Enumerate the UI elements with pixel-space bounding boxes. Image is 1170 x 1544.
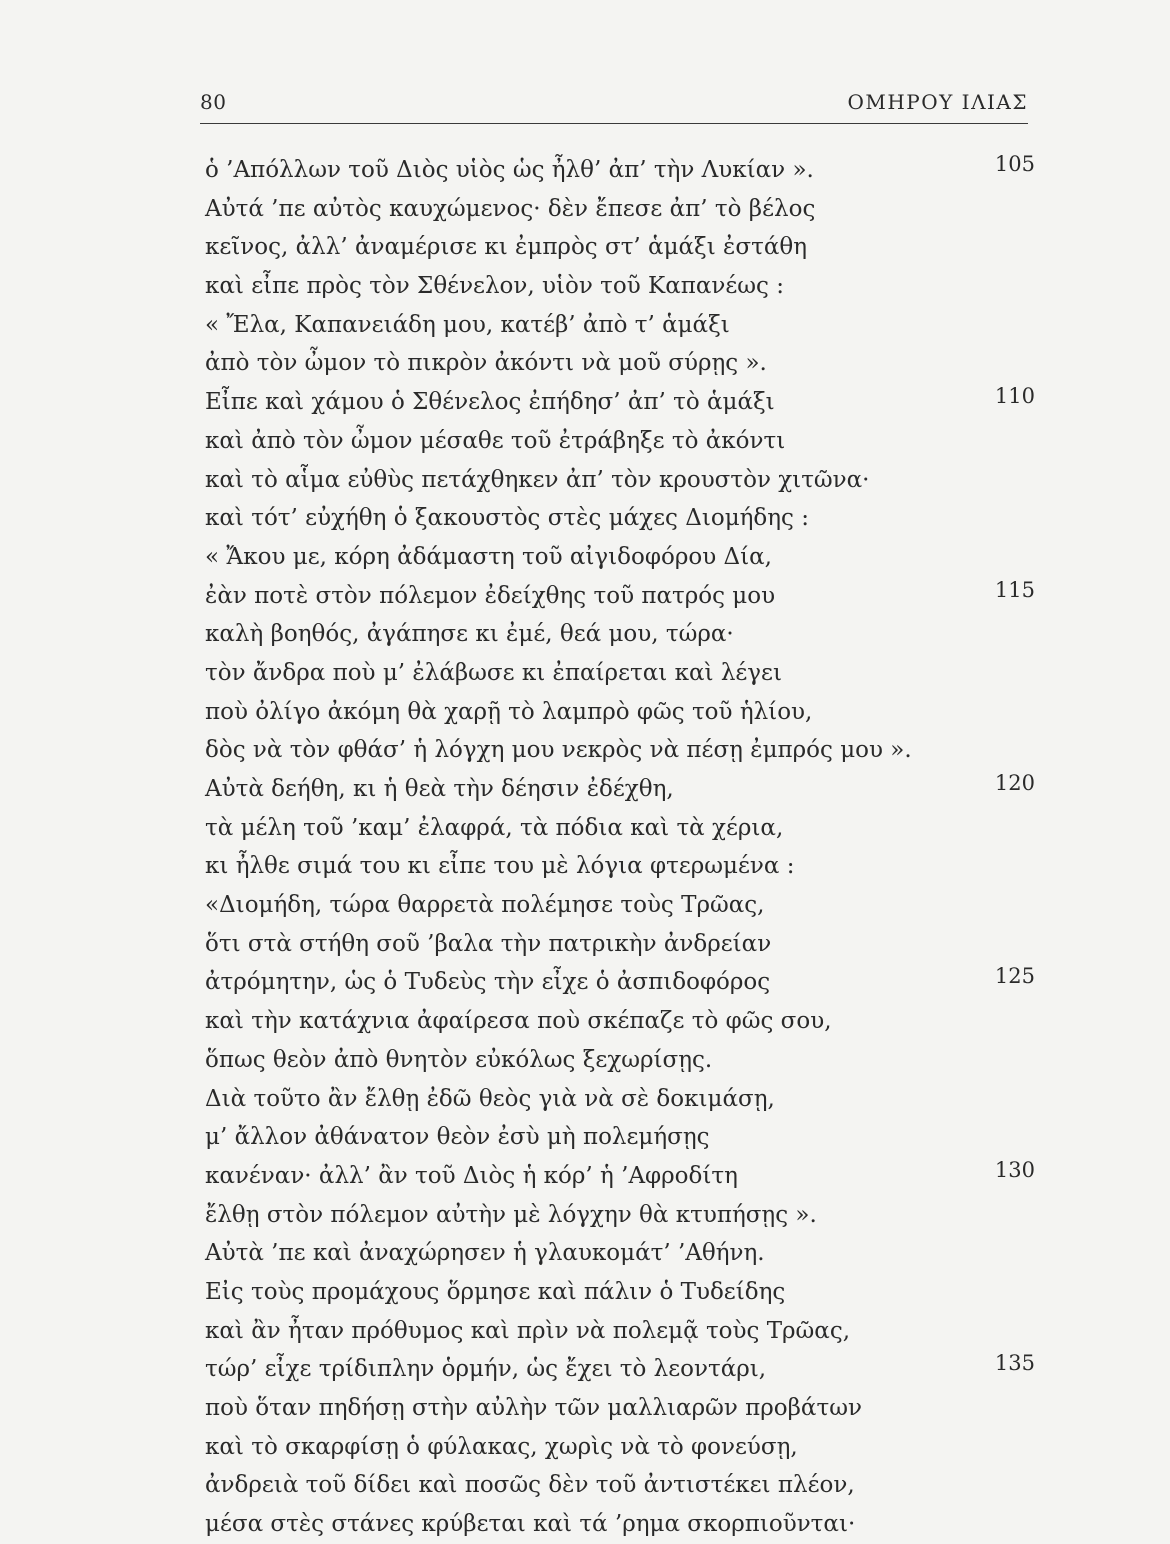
verse-line bbox=[205, 925, 1035, 964]
verse-line bbox=[205, 693, 1035, 732]
verse-text: δὸς νὰ τὸν φθάσ’ ἡ λόγχη μου νεκρὸς νὰ πέσῃ ἐμπρός μου ». bbox=[205, 737, 912, 764]
verse-text: ἀπὸ τὸν ὦμον τὸ πικρὸν ἀκόντι νὰ μοῦ σύρῃς ». bbox=[205, 350, 767, 377]
verse-line bbox=[205, 809, 1035, 848]
verse-text: τώρ’ εἶχε τρίδιπλην ὁρμήν, ὡς ἔχει τὸ λεοντάρι, bbox=[205, 1356, 767, 1383]
verse-text: Διὰ τοῦτο ἂν ἔλθῃ ἐδῶ θεὸς γιὰ νὰ σὲ δοκιμάσῃ, bbox=[205, 1085, 775, 1112]
verse-line bbox=[205, 422, 1035, 461]
verse-text: καὶ τὸ αἷμα εὐθὺς πετάχθηκεν ἀπ’ τὸν κρουστὸν χιτῶνα· bbox=[205, 466, 870, 493]
verse-text: ἐὰν ποτὲ στὸν πόλεμον ἐδείχθης τοῦ πατρός μου bbox=[205, 582, 776, 609]
verse-line bbox=[205, 1466, 1035, 1505]
verse-text: κι ἦλθε σιμά του κι εἶπε του μὲ λόγια φτερωμένα : bbox=[205, 853, 795, 880]
verse-text: Εἰς τοὺς προμάχους ὅρμησε καὶ πάλιν ὁ Τυδείδης bbox=[205, 1278, 786, 1305]
verse-line bbox=[205, 190, 1035, 229]
verse-line bbox=[205, 499, 1035, 538]
verse-line bbox=[205, 306, 1035, 345]
verse-text: κανέναν· ἀλλ’ ἂν τοῦ Διὸς ἡ κόρ’ ἡ ’Αφροδίτη bbox=[205, 1162, 738, 1189]
verse-line bbox=[205, 963, 1035, 1002]
verse-line bbox=[205, 1041, 1035, 1080]
verse-line bbox=[205, 577, 1035, 616]
verse-line bbox=[205, 461, 1035, 500]
verse-text: καλὴ βοηθός, ἀγάπησε κι ἐμέ, θεά μου, τώρα· bbox=[205, 621, 734, 648]
verse-text: ἀτρόμητην, ὡς ὁ Τυδεὺς τὴν εἶχε ὁ ἀσπιδοφόρος bbox=[205, 969, 771, 996]
verse-line bbox=[205, 1312, 1035, 1351]
verse-line bbox=[205, 1505, 1035, 1544]
verse-text: «Διομήδη, τώρα θαρρετὰ πολέμησε τοὺς Τρῶας, bbox=[205, 892, 765, 919]
header-rule bbox=[200, 123, 1028, 124]
verse-text: Εἶπε καὶ χάμου ὁ Σθένελος ἐπήδησ’ ἀπ’ τὸ ἁμάξι bbox=[205, 389, 775, 416]
verse-block bbox=[205, 151, 1035, 1544]
verse-text: Αὐτὰ δεήθη, κι ἡ θεὰ τὴν δέησιν ἐδέχθη, bbox=[205, 776, 674, 802]
verse-text: καὶ τὴν κατάχνια ἀφαίρεσα ποὺ σκέπαζε τὸ φῶς σου, bbox=[205, 1008, 832, 1035]
verse-text: Αὐτά ’πε αὐτὸς καυχώμενος· δὲν ἔπεσε ἀπ’ τὸ βέλος bbox=[205, 195, 816, 222]
line-number: 110 bbox=[994, 384, 1035, 409]
line-number: 130 bbox=[994, 1157, 1035, 1182]
verse-line bbox=[205, 1428, 1035, 1467]
verse-line bbox=[205, 1157, 1035, 1196]
line-number: 105 bbox=[994, 152, 1035, 176]
verse-line bbox=[205, 1118, 1035, 1157]
verse-line bbox=[205, 1234, 1035, 1273]
verse-text: καὶ ἂν ἦταν πρόθυμος καὶ πρὶν νὰ πολεμᾷ τοὺς Τρῶας, bbox=[205, 1317, 851, 1344]
running-title: ΟΜΗΡΟΥ ΙΛΙΑΣ bbox=[847, 90, 1028, 114]
line-number: 120 bbox=[994, 771, 1035, 795]
line-number: 115 bbox=[994, 577, 1035, 602]
verse-line bbox=[205, 1080, 1035, 1119]
verse-line bbox=[205, 228, 1035, 267]
verse-line bbox=[205, 344, 1035, 383]
verse-text: καὶ ἀπὸ τὸν ὦμον μέσαθε τοῦ ἐτράβηξε τὸ ἀκόντι bbox=[205, 427, 786, 454]
verse-text: τὰ μέλη τοῦ ’καμ’ ἐλαφρά, τὰ πόδια καὶ τὰ χέρια, bbox=[205, 814, 784, 841]
verse-line bbox=[205, 886, 1035, 925]
line-number: 135 bbox=[994, 1351, 1035, 1376]
verse-line bbox=[205, 267, 1035, 306]
verse-line bbox=[205, 1273, 1035, 1312]
verse-line bbox=[205, 615, 1035, 654]
verse-line bbox=[205, 1350, 1035, 1389]
verse-text: « Ἔλα, Καπανειάδη μου, κατέβ’ ἀπὸ τ’ ἁμάξι bbox=[205, 311, 730, 338]
verse-line bbox=[205, 538, 1035, 577]
verse-text: ὅπως θεὸν ἀπὸ θνητὸν εὐκόλως ξεχωρίσῃς. bbox=[205, 1046, 713, 1073]
verse-text: Αὐτὰ ’πε καὶ ἀναχώρησεν ἡ γλαυκομάτ’ ’Αθήνη. bbox=[205, 1240, 765, 1267]
line-number: 125 bbox=[994, 964, 1035, 989]
page-number: 80 bbox=[200, 90, 227, 114]
verse-text: ὅτι στὰ στήθη σοῦ ’βαλα τὴν πατρικὴν ἀνδρείαν bbox=[205, 930, 772, 957]
verse-text: καὶ τότ’ εὐχήθη ὁ ξακουστὸς στὲς μάχες Διομήδης : bbox=[205, 505, 809, 532]
verse-line bbox=[205, 1389, 1035, 1428]
verse-text: καὶ εἶπε πρὸς τὸν Σθένελον, υἱὸν τοῦ Καπανέως : bbox=[205, 273, 784, 300]
verse-text: ἔλθῃ στὸν πόλεμον αὐτὴν μὲ λόγχην θὰ κτυπήσῃς ». bbox=[205, 1201, 817, 1228]
page-header bbox=[200, 86, 1028, 122]
verse-line bbox=[205, 731, 1035, 770]
verse-text: « Ἄκου με, κόρη ἀδάμαστη τοῦ αἰγιδοφόρου Δία, bbox=[205, 543, 772, 570]
verse-text: τὸν ἄνδρα ποὺ μ’ ἐλάβωσε κι ἐπαίρεται καὶ λέγει bbox=[205, 659, 782, 686]
verse-line bbox=[205, 1002, 1035, 1041]
verse-line bbox=[205, 847, 1035, 886]
verse-text: ποὺ ὅταν πηδήσῃ στὴν αὐλὴν τῶν μαλλιαρῶν προβάτων bbox=[205, 1395, 862, 1421]
verse-text: ἀνδρειὰ τοῦ δίδει καὶ ποσῶς δὲν τοῦ ἀντιστέκει πλέον, bbox=[205, 1472, 855, 1499]
verse-line bbox=[205, 770, 1035, 809]
verse-line bbox=[205, 654, 1035, 693]
verse-line bbox=[205, 1196, 1035, 1235]
verse-line bbox=[205, 151, 1035, 190]
verse-text: ποὺ ὀλίγο ἀκόμη θὰ χαρῇ τὸ λαμπρὸ φῶς τοῦ ἡλίου, bbox=[205, 698, 813, 725]
verse-text: μ’ ἄλλον ἀθάνατον θεὸν ἐσὺ μὴ πολεμήσῃς bbox=[205, 1124, 710, 1151]
verse-line bbox=[205, 383, 1035, 422]
verse-text: ὁ ’Απόλλων τοῦ Διὸς υἱὸς ὡς ἦλθ’ ἀπ’ τὴν Λυκίαν ». bbox=[205, 157, 814, 183]
verse-text: κεῖνος, ἀλλ’ ἀναμέρισε κι ἐμπρὸς στ’ ἁμάξι ἐστάθη bbox=[205, 234, 807, 261]
verse-text: μέσα στὲς στάνες κρύβεται καὶ τά ’ρημα σκορπιοῦνται· bbox=[205, 1511, 856, 1538]
verse-text: καὶ τὸ σκαρφίσῃ ὁ φύλακας, χωρὶς νὰ τὸ φονεύσῃ, bbox=[205, 1433, 798, 1460]
